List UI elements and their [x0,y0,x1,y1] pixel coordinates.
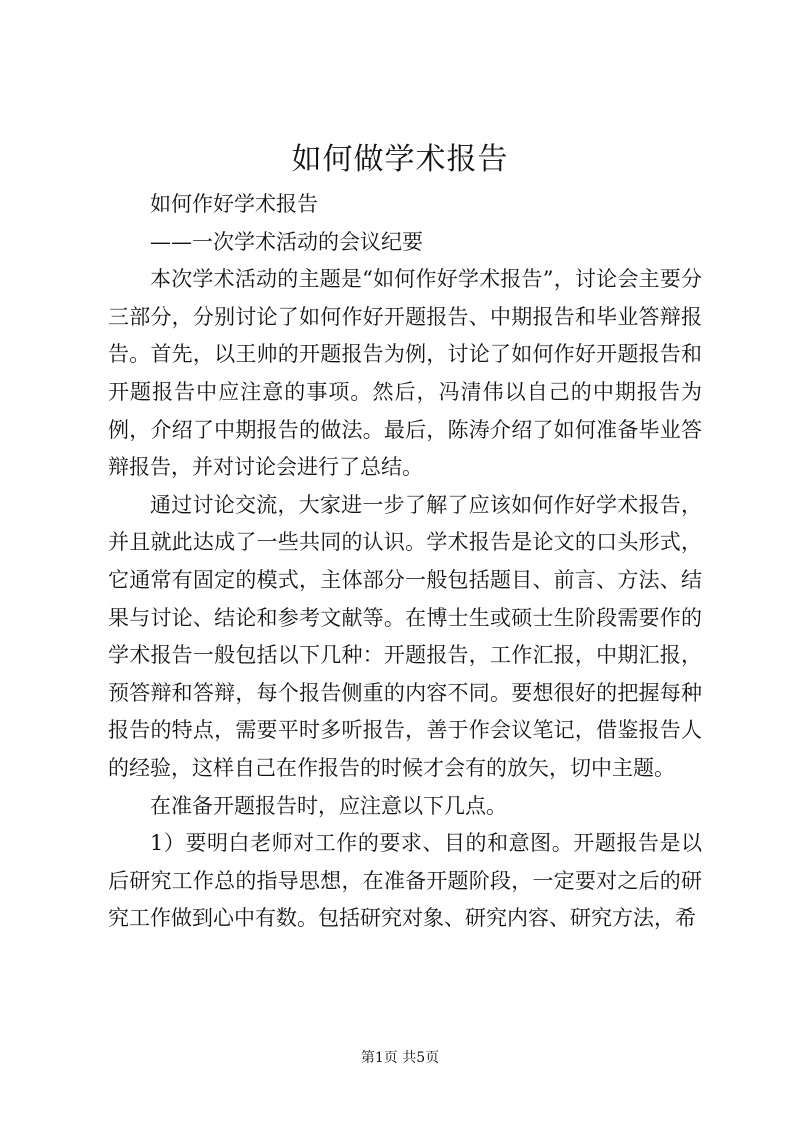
body-paragraph: 在准备开题报告时，应注意以下几点。 [150,793,507,818]
body-paragraph: 通过讨论交流，大家进一步了解了应该如何作好学术报告，并且就此达成了一些共同的认识。学术报告是论文的口头形式，它通常有固定的模式，主体部分一般包括题目、前言、方法、结果与讨论、结论和参考文献等。在博士生或硕士生阶段需要作的学术报告一般包括以下几种：开题报告，工作汇报，中期汇报，预答辩和答辩，每个报告侧重的内容不同。要想很好的把握每种报告的特点，需要平时多听报告，善于作会议笔记，借鉴报告人的经验，这样自己在作报告的时候才会有的放矢，切中主题。 [108,492,702,780]
body-paragraph: ——一次学术活动的会议纪要 [150,229,423,254]
document-title: 如何做学术报告 [291,142,509,177]
body-paragraph: 如何作好学术报告 [150,192,318,216]
page-footer: 第1页 共5页 [360,1050,440,1066]
body-paragraph: 本次学术活动的主题是“如何作好学术报告”，讨论会主要分三部分，分别讨论了如何作好开题报告、中期报告和毕业答辩报告。首先，以王帅的开题报告为例，讨论了如何作好开题报告和开题报告中应注意的事项。然后，冯清伟以自己的中期报告为例，介绍了中期报告的做法。最后，陈涛介绍了如何准备毕业答辩报告，并对讨论会进行了总结。 [108,267,702,480]
document-body [108,186,702,938]
body-paragraph: 1）要明白老师对工作的要求、目的和意图。开题报告是以后研究工作总的指导思想，在准备开题阶段，一定要对之后的研究工作做到心中有数。包括研究对象、研究内容、研究方法，希 [108,831,702,931]
